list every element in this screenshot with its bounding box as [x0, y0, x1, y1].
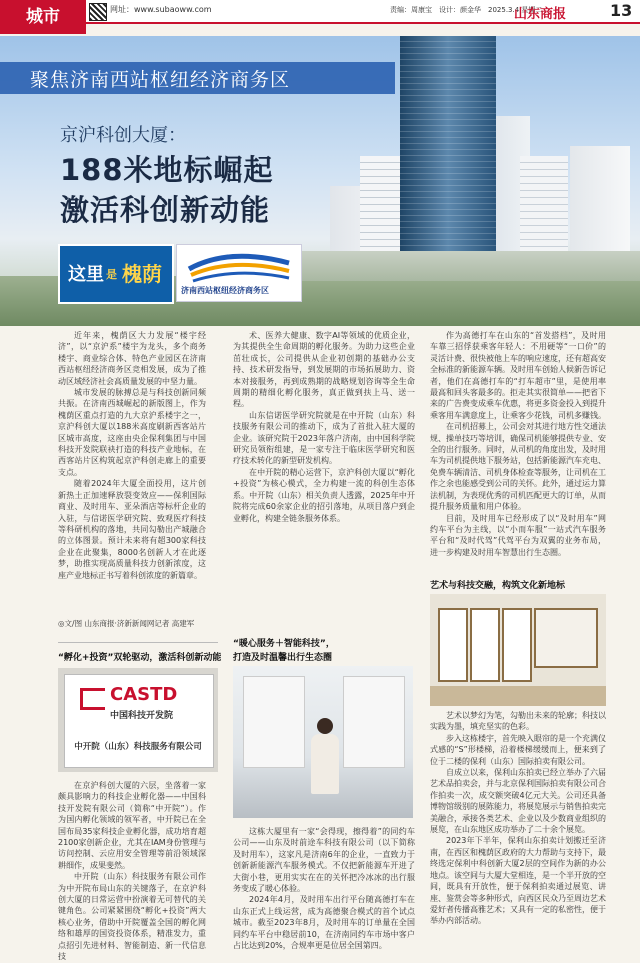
column-1-text [58, 330, 206, 612]
paragraph: 这栋大厦里有一家“会得现，擦得着”的同约车公司——山东及时前途车科技有限公司（以下简称及时用车），这家凡是济南6年的企业，一直致力于创新新能源汽车服务模式。不仅把新能源车开进了大街小巷，更用实实在在的关怀把冷冰冰的出行服务变成了暖心体验。 [233, 827, 415, 894]
logo-slogan-b: 是 [106, 268, 117, 281]
district-logo-caption: 济南西站枢纽经济商务区 [181, 286, 269, 295]
paragraph: 作为高德打车在山东的“首发搭档”，及时用车靠三招俘获乘客年轻人：不用硬等“一口价”的灵活计费、很快被他上车的响应速度，还有超高安全标准的新能源车辆。及时用车创始人候新告诉记者，他们在高德打车的“打车超市”里，是使用率最高和回头客最多的。拒走其实很简单——把省下来的广告费变成乘车优惠，将更多资金投入到提升乘客用车满意度上，让乘客少花钱，司机多赚钱。 [430, 331, 606, 420]
paragraph: 2023年下半年，保利山东拍卖计划搬迁至济南，在西区和槐荫区政府的大力帮助与支持下，最终选定保利中科创新大厦2层的空间作为新的办公地点。该空间与大厦大堂相连，是一个半开放的空间，既具有开放性，便于保利拍卖通过展览、讲座、鉴赏会等多种形式，向西区民众乃至周边艺术爱好者传播高雅艺术；又具有一定的私密性，便于举办内部活动。 [430, 836, 606, 926]
column-3b-text [430, 710, 606, 940]
page-number: 13 [610, 1, 633, 20]
column-2-text [233, 330, 415, 628]
district-logo [176, 244, 302, 302]
paragraph: 城市发展的脉搏总是与科技创新同频共振。在济南西城崛起的新版图上，作为槐荫区重点打造的九大京沪系楼宇之一，京沪科创大厦以188米高度刷新西客站片区城市高度，这座由央企保利集团与中国科技开发院联袂打造的科技产业地标，在西客站片区构筑起京沪科创走廊上的重要支点。 [58, 388, 206, 477]
castd-cn-name: 中国科技开发院 [110, 711, 174, 721]
huaiyin-logo [58, 244, 174, 304]
gallery-photo [430, 594, 606, 706]
byline: ◎文/图 山东商报·济新新闻网记者 高建军 [58, 619, 195, 628]
column-2b-text [233, 826, 415, 951]
section-banner [0, 62, 395, 94]
paper-name: 山东商报 [514, 7, 567, 22]
paragraph: 近年来，槐荫区大力发展“楼宇经济”，以“京沪系”楼宇为龙头，多个商务楼宇、商业综合体、特色产业园区在济南西站枢纽经济商务区竞相发展，成为了推动区域经济社会高质量发展的中坚力量。 [58, 331, 206, 386]
section-banner-text: 聚焦济南西站枢纽经济商务区 [30, 69, 291, 91]
paragraph: 艺术以梦幻为笔，勾勒出未来的轮廓；科技以实践为墨，填充坚实的色彩。 [430, 711, 606, 732]
article-subtitle: 京沪科创大厦： [60, 125, 186, 146]
castd-sign-photo [58, 668, 218, 772]
paragraph: 步入这栋楼宇，首先映入眼帘的是一个充满仪式感的“S”形楼梯，沿着楼梯缓缓而上，便来到了位于二楼的保利（山东）国际拍卖有限公司。 [430, 733, 606, 766]
qr-code-icon [89, 3, 107, 21]
castd-brand: CASTD [110, 684, 178, 705]
logo-slogan-a: 这里 [68, 264, 104, 285]
article-title-line1: 188米地标崛起 [60, 153, 274, 187]
paragraph: 随着2024年大厦全面投用，这片创新热土正加速释放裂变效应——保利国际商业、及时用车、亚朵酒店等标杆企业的入驻，与信诺医学研究院、致观医疗科技等科研机构的落地，共同勾勒出产城融合的立体图景。预计未来将有超300家科技企业在此聚集，8000名创新人才在此逐梦，助推实现高质量科技力创新浓度，这座产业地标正书写着科创浓度的新篇章。 [58, 479, 206, 580]
paragraph: 在京沪科创大厦的六层，坐落着一家颇具影响力的科技企业孵化器——中国科技开发院有限公司（简称“中开院”）。作为国内孵化领域的领军者，中开院已在全国布局35家科技企业孵化器，成功培育超2100家创新企业，尤其在IAM身份管理与访问控制、云应用安全管理等前沿领域深耕细作，成果斐然。 [58, 781, 206, 870]
district-emblem-icon [177, 245, 301, 285]
paragraph: 目前，及时用车已经形成了以“及时用车”网约车平台为主线，以“小而车服”一站式汽车服务平台和“及时代驾”代驾平台为双翼的业务布局，进一步构建及时用车智慧出行生态圈。 [430, 513, 606, 557]
subheading-incubation: “孵化+投资”双轮驱动，激活科创新动能 [58, 653, 222, 663]
editor-date-info: 责编：周康宝 设计：颜金华 2025.3.4 星期二 [390, 6, 543, 14]
paragraph: 术、医养大健康、数字AI等领域的优质企业，为其提供全生命周期的孵化服务。为助力这些企业茁壮成长，公司提供从企业初创期的基础办公支持、技术研发指导，到发展期的市场拓展助力、资本对接服务，再到成熟期的战略规划咨询等全生命周期的精细化孵化服务，真正做到扶上马、送一程。 [233, 331, 415, 409]
paragraph: 中开院（山东）科技服务有限公司作为中开院布局山东的关键落子，在京沪科创大厦的日常运营中扮演着无可替代的关键角色。公司紧紧围绕“孵化+投资”两大核心业务，借助中开院覆盖全国的孵化网络和雄厚的国资投资体系，精准发力，重点招引先进材料、智能制造、新一代信息技 [58, 872, 206, 962]
woman-office-photo [233, 666, 413, 818]
column-3-text [430, 330, 606, 570]
subheading-travel-1: “暖心服务＋智能科技”， [233, 639, 335, 649]
paragraph: 在中开院的精心运营下，京沪科创大厦以“孵化+投资”为核心模式，全力构建一流的科创生态体系。中开院（山东）相关负责人透露，2025年中开院将完成60余家企业的招引落地，从项目落户到企业孵化，构建全链条服务体系。 [233, 467, 415, 523]
site-url: 网址：www.subaoww.com [110, 5, 212, 14]
article-title-line2: 激活科创新动能 [60, 193, 271, 227]
subheading-travel-2: 打造及时温馨出行生态圈 [233, 653, 333, 663]
paragraph: 2024年4月，及时用车出行平台随高德打车在山东正式上线运营，成为高德聚合模式的首个试点城市。截至2023年8月，及时用车的订单量在全国同约车平台中稳居前10，在济南同约车市场中客户占比达到20%，合规率更是位居全国第四。 [233, 895, 415, 951]
castd-logo-icon [80, 688, 105, 710]
subheading-art: 艺术与科技交融，构筑文化新地标 [430, 581, 566, 591]
section-tag: 城市 [0, 0, 86, 34]
castd-company-sign: 中开院（山东）科技服务有限公司 [74, 742, 202, 752]
divider [58, 642, 218, 643]
paragraph: 山东信诺医学研究院就是在中开院（山东）科技服务有限公司的推动下，成为了首批入驻大厦的企业。该研究院于2023年落户济南，由中国科学院研究员领衔组建，是一家专注于临床医学研究和医疗技术转化的新型研发机构。 [233, 410, 415, 466]
paragraph: 自成立以来，保利山东拍卖已经立举办了六届艺术品拍卖会，并与北京保利国际拍卖有限公司合作拍卖一次，成交额突破4亿元大关。公司还具备博物馆级别的展陈能力，将展览展示与销售拍卖完美融合，承接各类艺术、企业以及少数商业组织的展览，在山东地区成功举办了二十余个展览。 [430, 768, 606, 835]
paragraph: 在司机招募上，公司会对其进行地方性交通法规、操单技巧等培训，确保司机能够提供专业、安全的出行服务。同时，从司机的角度出发，及时用车为司机提供地下服务站，包括新能源汽车充电、免费车辆清洁、司机身体检查等服务，让司机在工作之余也能感受到公司的关怀。此外，通过运力算法机制，为表现优秀的司机匹配更大的订单，从而提升服务质量和用户体验。 [430, 422, 606, 512]
logo-slogan-c: 槐荫 [122, 262, 162, 286]
column-1b-text [58, 780, 206, 962]
